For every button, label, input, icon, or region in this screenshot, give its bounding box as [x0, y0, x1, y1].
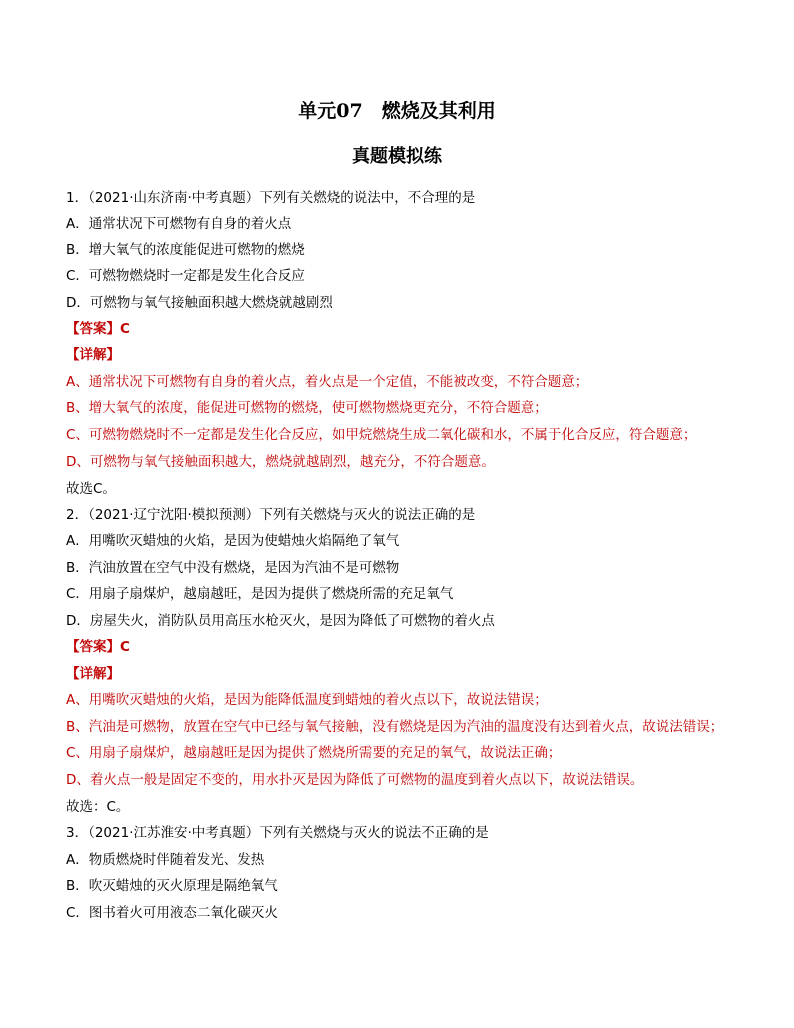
section-subtitle: 真题模拟练 [352, 146, 442, 167]
question-2-detail-c: C、用扇子扇煤炉，越扇越旺是因为提供了燃烧所需要的充足的氧气，故说法正确； [66, 745, 562, 761]
question-1-detail-a: A、通常状况下可燃物有自身的着火点，着火点是一个定值，不能被改变，不符合题意； [66, 374, 589, 390]
question-2-conclusion: 故选：C。 [66, 799, 130, 815]
question-2-detail-label: 【详解】 [66, 666, 120, 682]
question-2-option-c: C．用扇子扇煤炉，越扇越旺，是因为提供了燃烧所需的充足氧气 [66, 586, 454, 602]
question-1-option-b: B．增大氧气的浓度能促进可燃物的燃烧 [66, 242, 305, 258]
question-1-detail-b: B、增大氧气的浓度，能促进可燃物的燃烧，使可燃物燃烧更充分，不符合题意； [66, 400, 548, 416]
question-1-stem: 1．（2021·山东济南·中考真题）下列有关燃烧的说法中，不合理的是 [66, 190, 476, 206]
question-2-detail-b: B、汽油是可燃物，放置在空气中已经与氧气接触，没有燃烧是因为汽油的温度没有达到着火点，故说法错误； [66, 719, 724, 735]
question-1-conclusion: 故选C。 [66, 481, 116, 497]
question-1-option-c: C．可燃物燃烧时一定都是发生化合反应 [66, 268, 305, 284]
question-1-detail-c: C、可燃物燃烧时不一定都是发生化合反应，如甲烷燃烧生成二氧化碳和水，不属于化合反应，符合题意； [66, 427, 697, 443]
question-2-option-b: B．汽油放置在空气中没有燃烧，是因为汽油不是可燃物 [66, 560, 400, 576]
question-1-detail-label: 【详解】 [66, 347, 120, 363]
question-1-answer: 【答案】C [66, 321, 130, 337]
question-1-detail-d: D、可燃物与氧气接触面积越大，燃烧就越剧烈，越充分，不符合题意。 [66, 454, 495, 470]
question-1-option-d: D．可燃物与氧气接触面积越大燃烧就越剧烈 [66, 295, 333, 311]
question-2-detail-a: A、用嘴吹灭蜡烛的火焰，是因为能降低温度到蜡烛的着火点以下，故说法错误； [66, 692, 548, 708]
question-1-option-a: A．通常状况下可燃物有自身的着火点 [66, 216, 292, 232]
question-2-option-a: A．用嘴吹灭蜡烛的火焰，是因为使蜡烛火焰隔绝了氧气 [66, 533, 400, 549]
question-3-option-a: A．物质燃烧时伴随着发光、发热 [66, 852, 265, 868]
question-2-option-d: D．房屋失火，消防队员用高压水枪灭火，是因为降低了可燃物的着火点 [66, 613, 495, 629]
question-3-stem: 3．（2021·江苏淮安·中考真题）下列有关燃烧与灭火的说法不正确的是 [66, 825, 489, 841]
question-3-option-b: B．吹灭蜡烛的灭火原理是隔绝氧气 [66, 878, 278, 894]
unit-title: 单元07 燃烧及其利用 [298, 100, 496, 122]
question-2-detail-d: D、着火点一般是固定不变的，用水扑灭是因为降低了可燃物的温度到着火点以下，故说法错误。 [66, 772, 644, 788]
question-3-option-c: C．图书着火可用液态二氧化碳灭火 [66, 905, 278, 921]
question-2-stem: 2．（2021·辽宁沈阳·模拟预测）下列有关燃烧与灭火的说法正确的是 [66, 507, 476, 523]
question-2-answer: 【答案】C [66, 639, 130, 655]
